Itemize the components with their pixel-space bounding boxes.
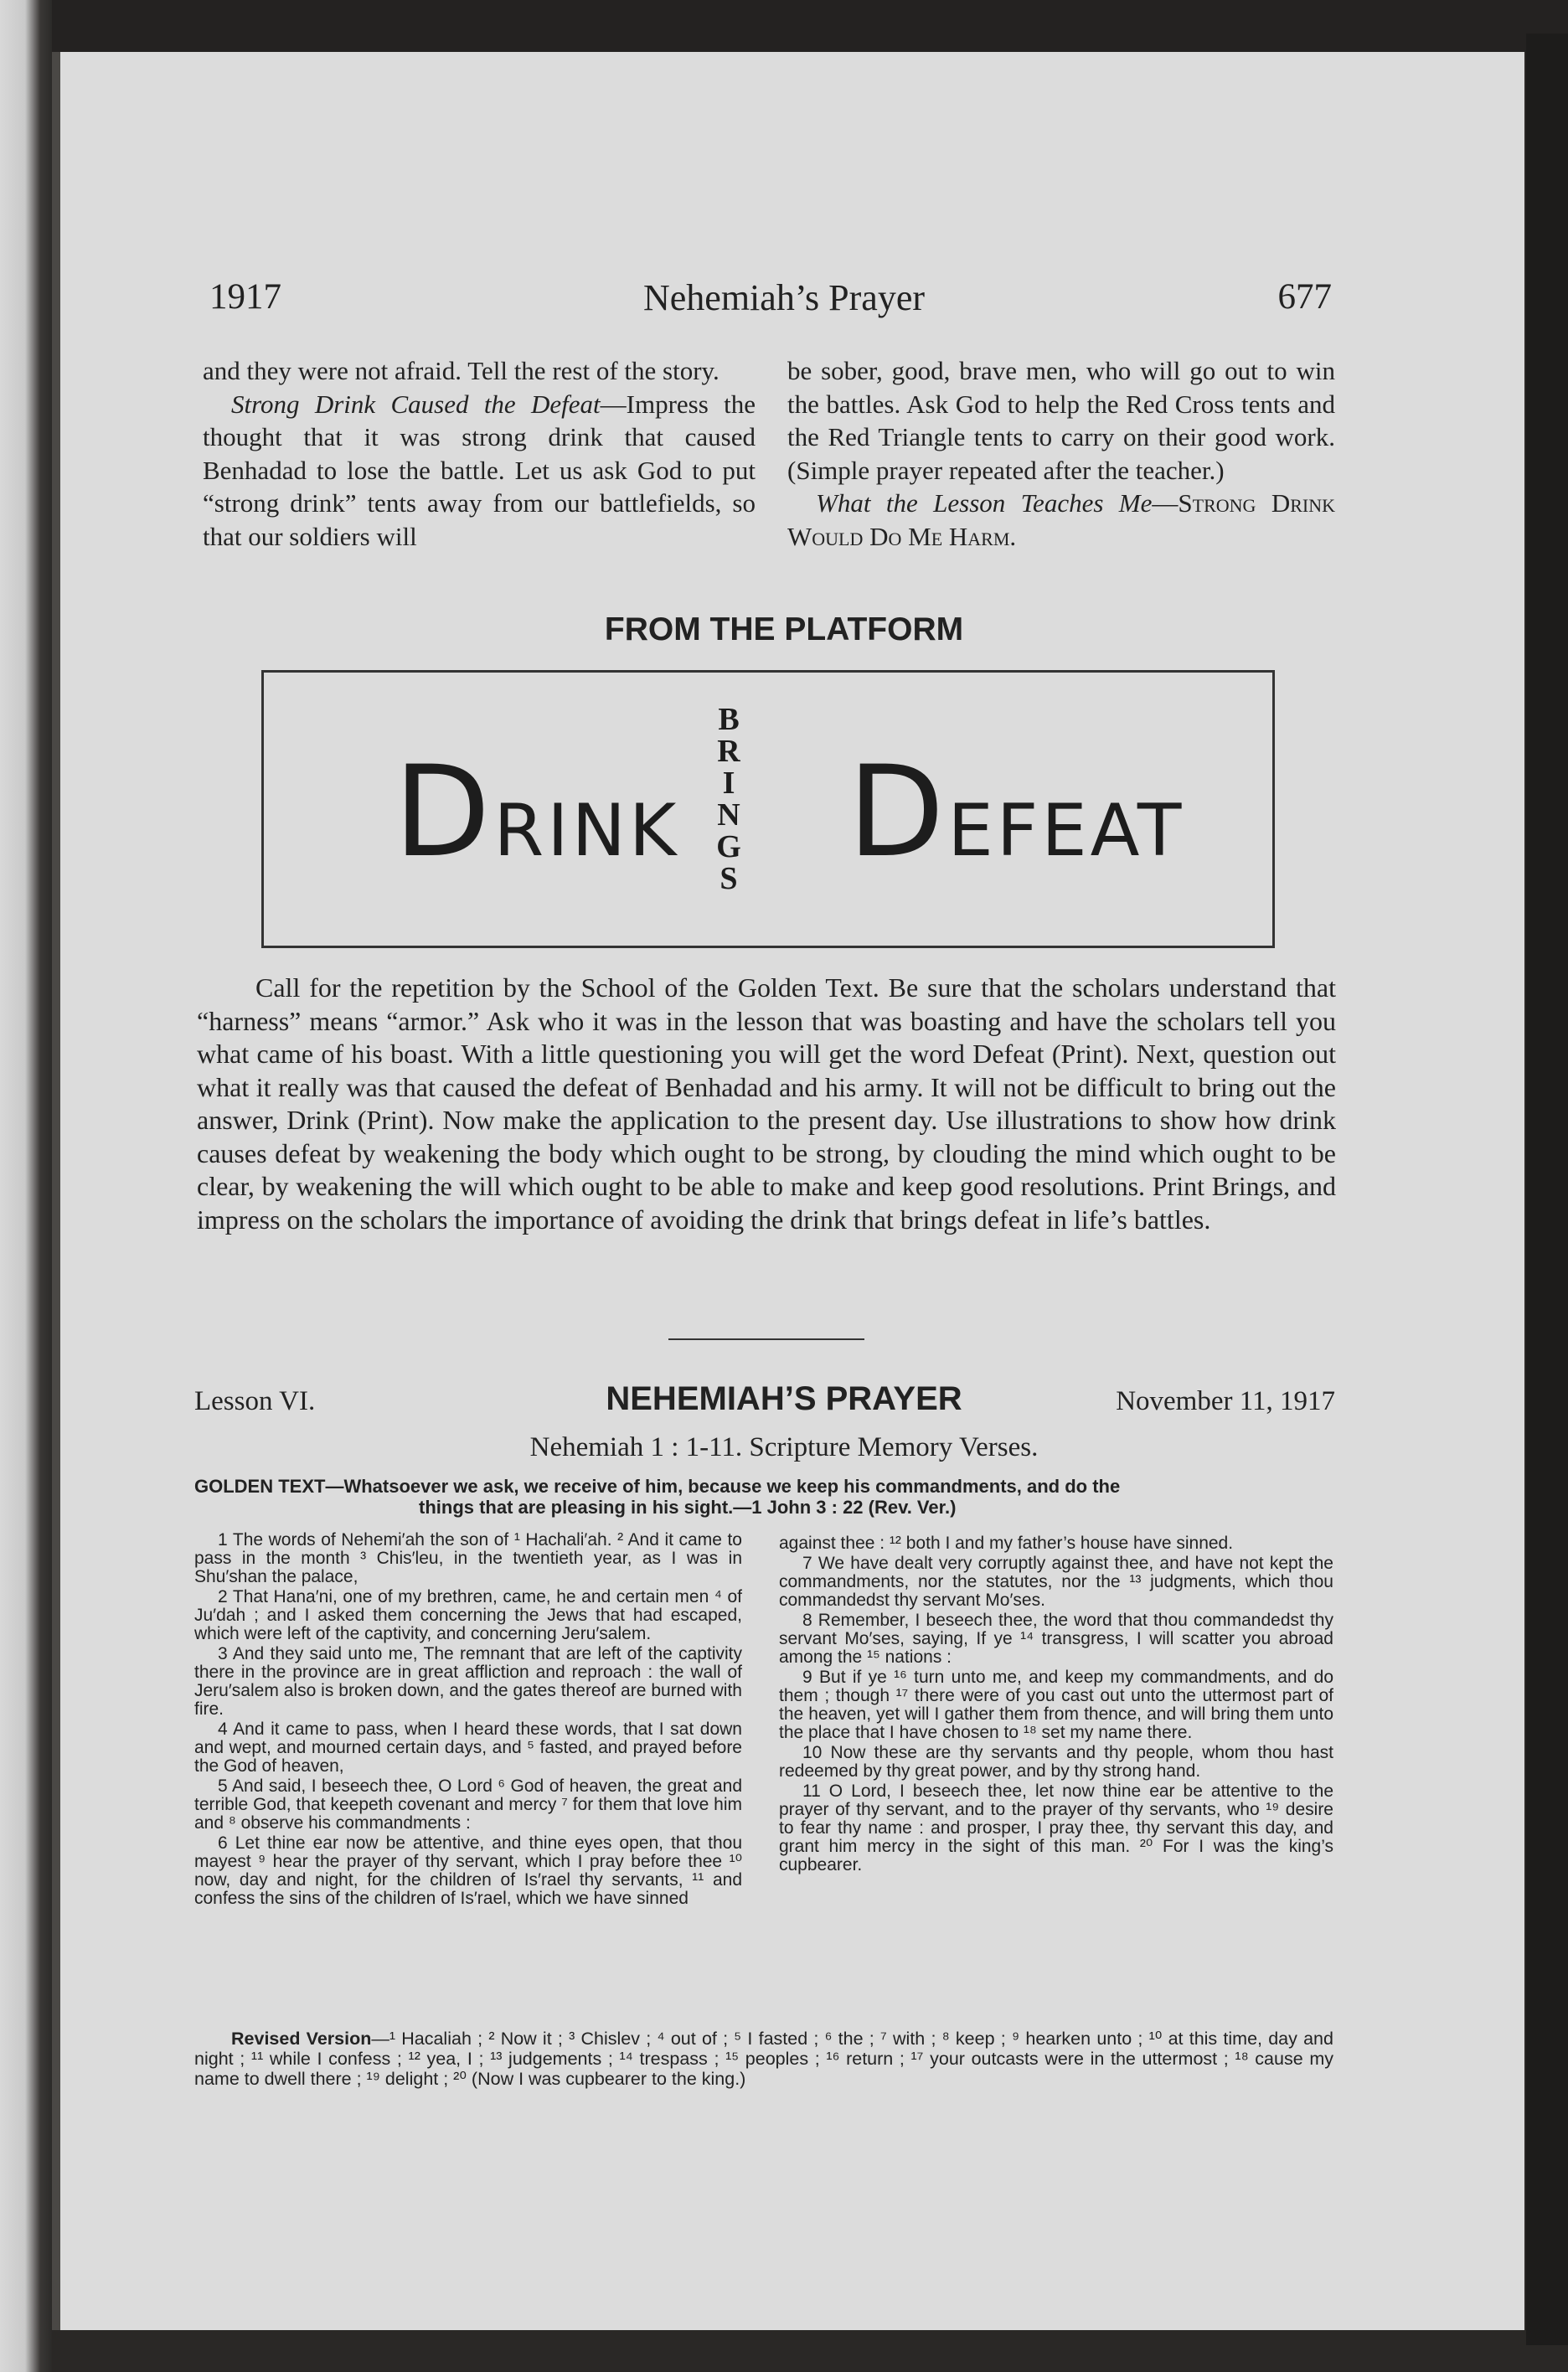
lesson-number: Lesson VI.: [194, 1386, 316, 1416]
right-column: [787, 354, 1335, 553]
platform-instructions: [197, 972, 1336, 1236]
brings-letter: I: [722, 766, 735, 801]
left-paragraph-2: [203, 388, 756, 554]
verse-paragraph: 1 The words of Nehemi′ah the son of ¹ Hachali′ah. ² And it came to pass in the month ³ Chis′leu, in the twentieth year, as I was in Shu′shan the palace,: [194, 1530, 742, 1586]
drink-rest: RINK: [493, 789, 680, 873]
platform-heading: FROM THE PLATFORM: [604, 611, 964, 647]
verse-paragraph: against thee : ¹² both I and my father’s house have sinned.: [779, 1534, 1234, 1553]
brings-letter: B: [718, 702, 740, 737]
scan-background-top: [0, 0, 1568, 52]
brings-letter: S: [720, 861, 738, 896]
right-paragraph-2-label: What the Lesson Teaches Me: [816, 488, 1153, 518]
left-paragraph-2-label: Strong Drink Caused the Defeat: [231, 389, 601, 419]
verse-paragraph: 6 Let thine ear now be attentive, and thine eyes open, that thou mayest ⁹ hear the prayer of thy servant, which I pray before thee ¹⁰ now, day and night, for the children of Is′rael thy servants, ¹¹ and confess the sins of the children of Is′rael, which we have sinned: [194, 1833, 742, 1908]
right-paragraph-2: [787, 487, 1335, 553]
drink-initial: D: [394, 740, 494, 885]
verse-paragraph: 8 Remember, I beseech thee, the word that thou commandedst thy servant Mo′ses, saying, If ye ¹⁴ transgress, I will scatter you abroad among the ¹⁵ nations :: [779, 1611, 1333, 1667]
verse-paragraph: 2 That Hana′ni, one of my brethren, came, he and certain men ⁴ of Ju′dah ; and I asked them concerning the Jews that had escaped, which were left of the captivity, and concerning Jeru′salem.: [194, 1587, 742, 1643]
revised-version-text: —¹ Hacaliah ; ² Now it ; ³ Chislev ; ⁴ out of ; ⁵ I fasted ; ⁶ the ; ⁷ with ; ⁸ keep ; ⁹ hearken unto ; ¹⁰ at this time, day and night ; ¹¹ while I confess ; ¹² yea, I ; ¹³ judgements ; ¹⁴ trespass ; ¹⁵ peoples ; ¹⁶ return ; ¹⁷ your outcasts were in the uttermost ; ¹⁸ cause my name to dwell there ; ¹⁹ delight ; ²⁰ (Now I was cupbearer to the king.): [194, 2029, 1333, 2089]
lesson-reference: Nehemiah 1 : 1-11. Scripture Memory Verses.: [529, 1432, 1039, 1462]
right-paragraph-1: be sober, good, brave men, who will go out to win the battles. Ask God to help the Red Cross tents and the Red Triangle tents to carry on their good work. (Simple prayer repeated after the teacher.): [787, 356, 1335, 485]
brings-vertical-word: [712, 704, 745, 895]
defeat-initial: D: [848, 740, 948, 885]
section-divider: [668, 1338, 864, 1340]
scan-background-right: [1526, 34, 1568, 2345]
verses-right-column: [779, 1534, 1333, 1876]
verse-paragraph: 5 And said, I beseech thee, O Lord ⁶ God of heaven, the great and terrible God, that keepeth covenant and mercy ⁷ for them that love him and ⁸ observe his commandments :: [194, 1776, 742, 1833]
left-paragraph-2-text: —Impress the thought that it was strong drink that caused Benhadad to lose the battle. Let us ask God to put “strong drink” tents away from our battlefields, so that our soldiers will: [203, 389, 756, 551]
verse-paragraph: 4 And it came to pass, when I heard these words, that I sat down and wept, and mourned certain days, and ⁵ fasted, and prayed before the God of heaven,: [194, 1720, 742, 1776]
book-spine-left: [0, 0, 52, 2372]
instructions-paragraph: Call for the repetition by the School of the Golden Text. Be sure that the scholars understand that “harness” means “armor.” Ask who it was in the lesson that was boasting and have the scholars tell you what came of his boast. With a little questioning you will get the word Defeat (Print). Next, question out what it really was that caused the defeat of Benhadad and his army. It will not be difficult to bring out the answer, Drink (Print). Now make the application to the present day. Use illustrations to show how drink causes defeat by weakening the body which ought to be strong, by clouding the mind which ought to be clear, by weakening the will which ought to be able to make and keep good resolutions. Print Brings, and impress on the scholars the importance of avoiding the drink that brings defeat in life’s battles.: [197, 972, 1336, 1235]
right-paragraph-2-text: —Strong Drink Would Do Me Harm.: [787, 488, 1335, 551]
lesson-title: NEHEMIAH’S PRAYER: [606, 1380, 962, 1417]
header-title: Nehemiah’s Prayer: [643, 277, 925, 318]
verse-paragraph: 7 We have dealt very corruptly against thee, and have not kept the commandments, nor the statutes, nor the ¹³ judgments, which thou commandedst thy servant Mo′ses.: [779, 1554, 1333, 1610]
page-number: 677: [1277, 277, 1332, 317]
brings-letter: R: [717, 734, 740, 769]
left-paragraph-1: and they were not afraid. Tell the rest of the story.: [203, 356, 720, 385]
revised-version-notes: [194, 2029, 1333, 2089]
verses-left-column: [194, 1531, 742, 1910]
golden-text-line-2: things that are pleasing in his sight.—1 John 3 : 22 (Rev. Ver.): [419, 1497, 957, 1518]
revised-version-label: Revised Version: [231, 2029, 372, 2049]
brings-letter: N: [717, 797, 740, 833]
golden-text-line-1: GOLDEN TEXT—Whatsoever we ask, we receive of him, because we keep his commandments, and do the: [194, 1476, 1121, 1497]
verse-paragraph: 3 And they said unto me, The remnant that are left of the captivity there in the province are in great affliction and reproach : the wall of Jeru′salem also is broken down, and the gates thereof are burned with fire.: [194, 1644, 742, 1719]
lesson-date: November 11, 1917: [1116, 1386, 1335, 1416]
drink-word: [394, 740, 680, 885]
header-year: 1917: [209, 277, 281, 317]
golden-text: [194, 1476, 1333, 1518]
defeat-word: [848, 740, 1185, 885]
verse-paragraph: 10 Now these are thy servants and thy people, whom thou hast redeemed by thy great power, and by thy strong hand.: [779, 1743, 1333, 1781]
verse-paragraph: 9 But if ye ¹⁶ turn unto me, and keep my commandments, and do them ; though ¹⁷ there were of you cast out unto the uttermost part of the heaven, yet will I gather them from thence, and will bring them unto the place that I have chosen to ¹⁸ set my name there.: [779, 1668, 1333, 1742]
brings-letter: G: [716, 829, 741, 864]
left-column: [203, 354, 756, 553]
verse-paragraph: 11 O Lord, I beseech thee, let now thine ear be attentive to the prayer of thy servant, and to the prayer of thy servants, who ¹⁹ desire to fear thy name : and prosper, I pray thee, thy servant this day, and grant him mercy in the sight of this man. ²⁰ For I was the king’s cupbearer.: [779, 1782, 1333, 1874]
defeat-rest: EFEAT: [947, 789, 1185, 873]
